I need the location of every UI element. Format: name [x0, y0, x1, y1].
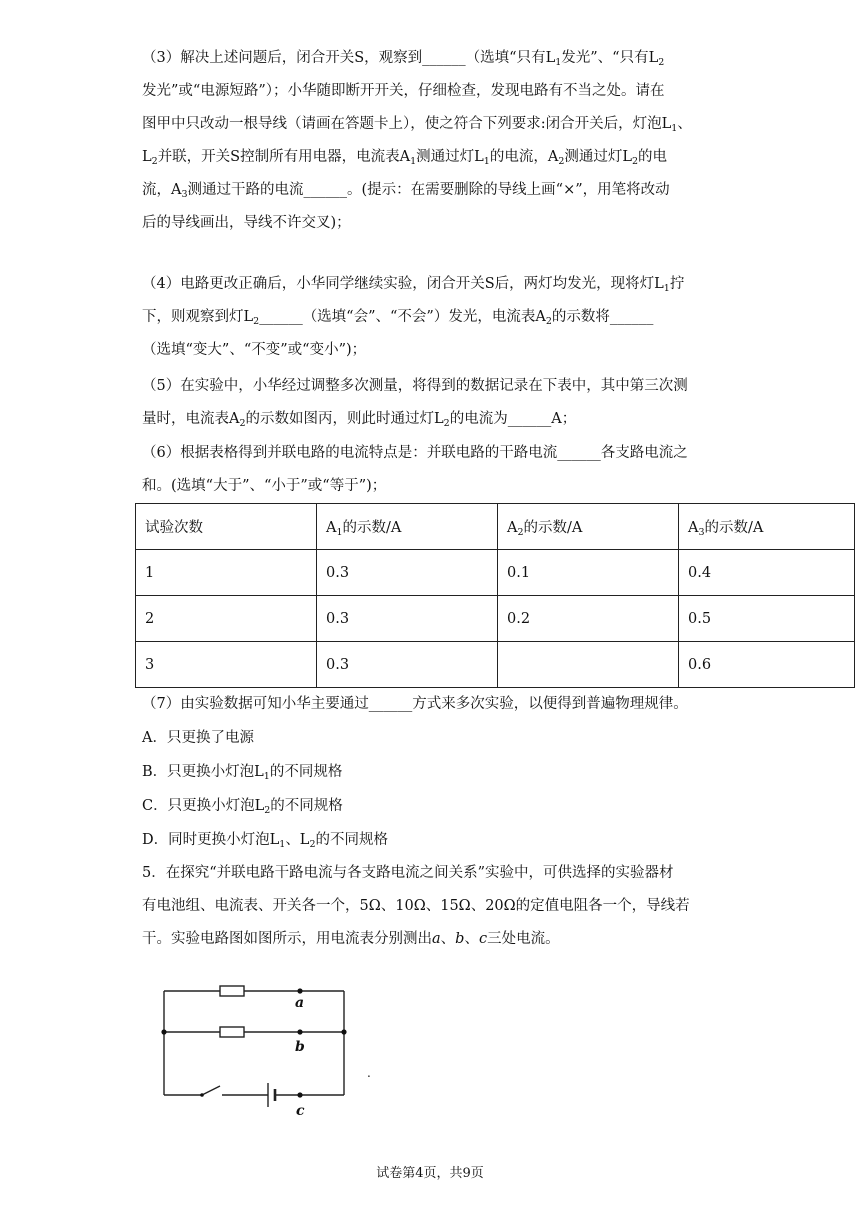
- page-footer: 试卷第4页，共9页: [376, 1166, 484, 1181]
- text-line: 5．在探究“并联电路干路电流与各支路电流之间关系”实验中，可供选择的实验器材: [142, 865, 674, 881]
- text-line: （3）解决上述问题后，闭合开关S，观察到______（选填“只有$L_1$发光”、“只有$L_2$: [142, 50, 665, 68]
- text-line: 发光”或“电源短路”）；小华随即断开开关，仔细检查，发现电路有不当之处。请在: [142, 83, 665, 99]
- circuit-diagram: [150, 975, 360, 1123]
- table-cell: 0.3: [317, 596, 498, 642]
- table-row: [136, 642, 855, 688]
- junction-dot: [297, 1092, 302, 1097]
- table-cell: 0.2: [498, 596, 679, 642]
- resistor-middle: [220, 1027, 244, 1037]
- table-header-cell: 试验次数: [136, 504, 317, 550]
- option-a[interactable]: A．只更换了电源: [142, 730, 254, 746]
- text-line: （7）由实验数据可知小华主要通过______方式来多次实验，以便得到普遍物理规律。: [142, 696, 688, 712]
- table-cell: 0.4: [679, 550, 855, 596]
- text-line: 有电池组、电流表、开关各一个，5Ω、10Ω、15Ω、20Ω的定值电阻各一个，导线若: [142, 898, 690, 914]
- data-table: [135, 503, 855, 688]
- table-cell: 3: [136, 642, 317, 688]
- junction-dot: [297, 1029, 302, 1034]
- table-header-cell: $A_3$的示数/A: [679, 504, 855, 550]
- label-a: a: [295, 995, 305, 1011]
- junction-dot: [161, 1029, 166, 1034]
- question-4-part-5: [142, 370, 716, 436]
- table-cell: 0.6: [679, 642, 855, 688]
- table-cell: 0.3: [317, 550, 498, 596]
- text-line: （4）电路更改正确后，小华同学继续实验，闭合开关S后，两灯均发光，现将灯$L_1$拧: [142, 276, 685, 294]
- question-4-part-3: [142, 42, 716, 240]
- table-cell: 0.3: [317, 642, 498, 688]
- table-header-cell: $A_2$的示数/A: [498, 504, 679, 550]
- junction-dot: [341, 1029, 346, 1034]
- text-line: $L_2$并联，开关S控制所有用电器，电流表$A_1$测通过灯$L_1$的电流，$A_2$测通过灯$L_2$的电: [142, 149, 668, 167]
- table-row: [136, 596, 855, 642]
- text-line: 流，$A_3$测通过干路的电流______。(提示：在需要删除的导线上画“×”，用笔将改动: [142, 182, 670, 200]
- table-cell: 2: [136, 596, 317, 642]
- resistor-top: [220, 986, 244, 996]
- label-b: b: [295, 1039, 305, 1055]
- text-line: 量时，电流表$A_2$的示数如图丙，则此时通过灯$L_2$的电流为______A；: [142, 411, 577, 429]
- table-header-cell: $A_1$的示数/A: [317, 504, 498, 550]
- table-header-row: [136, 504, 855, 550]
- table-cell-empty: [498, 642, 679, 688]
- switch-pivot: [200, 1093, 204, 1097]
- option-d[interactable]: D．同时更换小灯泡$L_1$、$L_2$的不同规格: [142, 832, 388, 850]
- question-5: [142, 857, 716, 956]
- text-line: 和。(选填“大于”、“小于”或“等于”)；: [142, 478, 387, 494]
- text-line: （6）根据表格得到并联电路的电流特点是：并联电路的干路电流______各支路电流之: [142, 445, 688, 461]
- label-c: c: [296, 1103, 305, 1119]
- table-cell: 0.5: [679, 596, 855, 642]
- table-row: [136, 550, 855, 596]
- table-cell: 1: [136, 550, 317, 596]
- text-line: （选填“变大”、“不变”或“变小”)；: [142, 342, 367, 358]
- text-line: 图甲中只改动一根导线（请画在答题卡上），使之符合下列要求:闭合开关后，灯泡$L_1$、: [142, 116, 692, 134]
- question-4-part-7: [142, 688, 716, 721]
- option-b[interactable]: B．只更换小灯泡$L_1$的不同规格: [142, 764, 343, 782]
- switch-blade: [202, 1086, 220, 1095]
- question-4-part-4: [142, 268, 716, 367]
- text-line: 下，则观察到灯$L_2\_\_\_\_\_\_$（选填“会”、“不会”）发光，电流表$A_2$的示数将______: [142, 309, 654, 327]
- text-line: 后的导线画出，导线不许交叉)；: [142, 215, 351, 231]
- table-cell: 0.1: [498, 550, 679, 596]
- text-line: （5）在实验中，小华经过调整多次测量，将得到的数据记录在下表中，其中第三次测: [142, 378, 688, 394]
- stray-dot: .: [367, 1066, 371, 1080]
- question-4-part-6: [142, 437, 716, 503]
- text-line: 干。实验电路图如图所示，用电流表分别测出a、b、c三处电流。: [142, 931, 560, 947]
- junction-dot: [297, 988, 302, 993]
- option-c[interactable]: C．只更换小灯泡$L_2$的不同规格: [142, 798, 343, 816]
